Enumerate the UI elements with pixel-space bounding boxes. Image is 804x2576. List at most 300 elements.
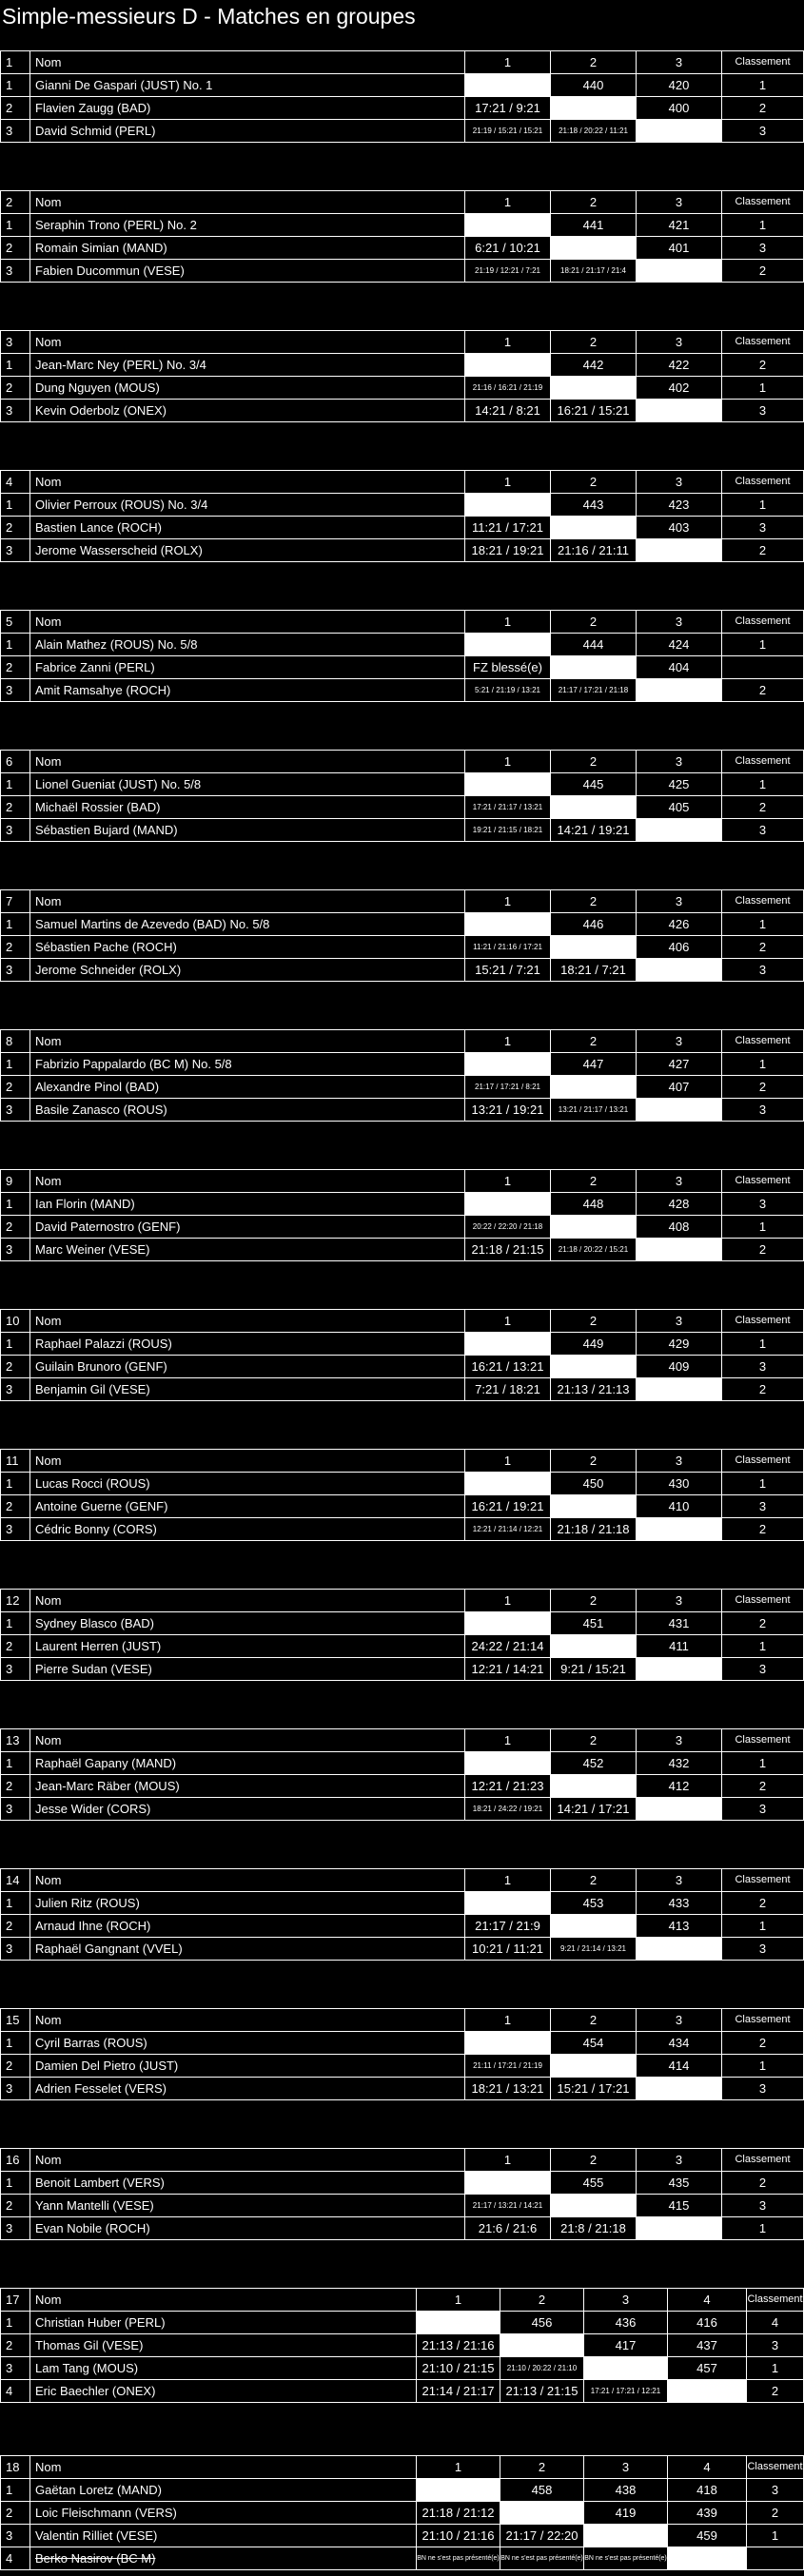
player-rank: 2 — [722, 936, 804, 959]
player-rank: 1 — [722, 1333, 804, 1356]
opponent-column-header: 1 — [465, 331, 551, 354]
player-index: 3 — [1, 959, 30, 982]
self-match-cell — [551, 656, 637, 679]
self-match-cell — [551, 1216, 637, 1239]
opponent-column-header: 2 — [500, 2289, 584, 2312]
match-score-cell[interactable]: 21:18 / 21:12 — [417, 2502, 500, 2525]
player-index: 1 — [1, 1193, 30, 1216]
match-score-cell[interactable]: BN ne s'est pas présenté(e) — [417, 2547, 500, 2570]
player-index: 2 — [1, 97, 30, 120]
player-name: Jerome Schneider (ROLX) — [30, 959, 465, 982]
opponent-column-header: 3 — [637, 890, 722, 913]
self-match-cell — [465, 773, 551, 796]
player-index: 2 — [1, 1635, 30, 1658]
match-score-cell[interactable]: 10:21 / 11:21 — [465, 1938, 551, 1961]
player-name: Fabrice Zanni (PERL) — [30, 656, 465, 679]
match-score-cell[interactable]: 24:22 / 21:14 — [465, 1635, 551, 1658]
name-column-header: Nom — [30, 890, 465, 913]
match-score-cell[interactable]: 21:17 / 13:21 / 14:21 — [465, 2195, 551, 2217]
match-score-cell[interactable]: 456 — [500, 2312, 584, 2334]
player-row — [1, 539, 804, 562]
match-score-cell[interactable]: 451 — [551, 1612, 637, 1635]
match-score-cell[interactable]: 13:21 / 19:21 — [465, 1099, 551, 1122]
match-score-cell[interactable]: 12:21 / 21:14 / 12:21 — [465, 1518, 551, 1541]
classement-column-header: Classement — [722, 1590, 804, 1612]
player-index: 1 — [1, 494, 30, 517]
match-score-cell[interactable]: 424 — [637, 634, 722, 656]
player-rank: 1 — [722, 1473, 804, 1495]
player-row — [1, 377, 804, 400]
self-match-cell — [417, 2312, 500, 2334]
match-score-cell[interactable]: 419 — [584, 2502, 668, 2525]
match-score-cell[interactable]: 457 — [668, 2357, 747, 2380]
match-score-cell[interactable]: 21:8 / 21:18 — [551, 2217, 637, 2240]
player-row — [1, 936, 804, 959]
player-row — [1, 2312, 804, 2334]
player-row — [1, 1892, 804, 1915]
classement-column-header: Classement — [722, 751, 804, 773]
match-score-cell[interactable]: 21:6 / 21:6 — [465, 2217, 551, 2240]
opponent-column-header: 2 — [551, 890, 637, 913]
match-score-cell[interactable]: 21:19 / 15:21 / 15:21 — [465, 120, 551, 143]
self-match-cell — [637, 1518, 722, 1541]
name-column-header: Nom — [30, 1310, 465, 1333]
match-score-cell[interactable]: 18:21 / 24:22 / 19:21 — [465, 1798, 551, 1821]
match-score-cell[interactable]: 405 — [637, 796, 722, 819]
name-column-header: Nom — [30, 2009, 465, 2032]
name-column-header: Nom — [30, 1030, 465, 1053]
player-row — [1, 2172, 804, 2195]
match-score-cell[interactable]: 430 — [637, 1473, 722, 1495]
opponent-column-header: 3 — [584, 2456, 668, 2479]
player-index: 1 — [1, 773, 30, 796]
match-score-cell[interactable]: 14:21 / 8:21 — [465, 400, 551, 422]
self-match-cell — [551, 1495, 637, 1518]
classement-column-header: Classement — [722, 471, 804, 494]
match-score-cell[interactable]: 425 — [637, 773, 722, 796]
opponent-column-header: 3 — [584, 2289, 668, 2312]
self-match-cell — [584, 2525, 668, 2547]
name-column-header: Nom — [30, 1729, 465, 1752]
self-match-cell — [465, 634, 551, 656]
player-name: Seraphin Trono (PERL) No. 2 — [30, 214, 465, 237]
match-score-cell[interactable]: 18:21 / 7:21 — [551, 959, 637, 982]
player-name: Olivier Perroux (ROUS) No. 3/4 — [30, 494, 465, 517]
player-name: Christian Huber (PERL) — [30, 2312, 417, 2334]
match-score-cell[interactable]: 400 — [637, 97, 722, 120]
match-score-cell[interactable]: 439 — [668, 2502, 747, 2525]
player-row — [1, 237, 804, 260]
player-rank: 2 — [747, 2380, 804, 2403]
player-row — [1, 656, 804, 679]
match-score-cell[interactable]: 426 — [637, 913, 722, 936]
match-score-cell[interactable]: 427 — [637, 1053, 722, 1076]
match-score-cell[interactable]: 416 — [668, 2312, 747, 2334]
player-rank: 1 — [722, 1915, 804, 1938]
match-score-cell[interactable]: 407 — [637, 1076, 722, 1099]
player-name: Adrien Fesselet (VERS) — [30, 2078, 465, 2100]
match-score-cell[interactable]: 423 — [637, 494, 722, 517]
group-number: 6 — [1, 751, 30, 773]
group-table-7 — [0, 889, 804, 982]
match-score-cell[interactable]: 413 — [637, 1915, 722, 1938]
match-score-cell[interactable]: 21:11 / 17:21 / 21:19 — [465, 2055, 551, 2078]
match-score-cell[interactable]: 21:18 / 20:22 / 15:21 — [551, 1239, 637, 1261]
player-name: Romain Simian (MAND) — [30, 237, 465, 260]
player-row — [1, 1076, 804, 1099]
match-score-cell[interactable]: 422 — [637, 354, 722, 377]
group-table-18 — [0, 2455, 804, 2570]
player-rank: 1 — [722, 1053, 804, 1076]
opponent-column-header: 1 — [465, 2009, 551, 2032]
player-name: Eric Baechler (ONEX) — [30, 2380, 417, 2403]
match-score-cell[interactable]: 12:21 / 21:23 — [465, 1775, 551, 1798]
player-index: 3 — [1, 2357, 30, 2380]
player-index: 3 — [1, 2525, 30, 2547]
group-header-row — [1, 2149, 804, 2172]
match-score-cell[interactable]: 18:21 / 19:21 — [465, 539, 551, 562]
group-number: 15 — [1, 2009, 30, 2032]
match-score-cell[interactable]: 411 — [637, 1635, 722, 1658]
match-score-cell[interactable]: 434 — [637, 2032, 722, 2055]
match-score-cell[interactable]: 11:21 / 17:21 — [465, 517, 551, 539]
match-score-cell[interactable]: 15:21 / 7:21 — [465, 959, 551, 982]
name-column-header: Nom — [30, 1590, 465, 1612]
match-score-cell[interactable]: 417 — [584, 2334, 668, 2357]
match-score-cell[interactable]: 7:21 / 18:21 — [465, 1378, 551, 1401]
match-score-cell[interactable]: 21:10 / 20:22 / 21:10 — [500, 2357, 584, 2380]
opponent-column-header: 1 — [465, 751, 551, 773]
match-score-cell[interactable]: 431 — [637, 1612, 722, 1635]
match-score-cell[interactable]: 21:17 / 22:20 — [500, 2525, 584, 2547]
player-index: 3 — [1, 679, 30, 702]
self-match-cell — [637, 1658, 722, 1681]
match-score-cell[interactable]: 21:16 / 21:11 — [551, 539, 637, 562]
player-index: 2 — [1, 2334, 30, 2357]
player-index: 1 — [1, 2479, 30, 2502]
opponent-column-header: 2 — [551, 1310, 637, 1333]
player-name: Jean-Marc Räber (MOUS) — [30, 1775, 465, 1798]
player-row — [1, 214, 804, 237]
match-score-cell[interactable]: 415 — [637, 2195, 722, 2217]
match-score-cell[interactable]: FZ blessé(e) — [465, 656, 551, 679]
match-score-cell[interactable]: 438 — [584, 2479, 668, 2502]
player-row — [1, 260, 804, 283]
group-table-9 — [0, 1169, 804, 1261]
player-row — [1, 634, 804, 656]
player-index: 2 — [1, 1216, 30, 1239]
match-score-cell[interactable]: 21:13 / 21:16 — [417, 2334, 500, 2357]
match-score-cell[interactable]: 453 — [551, 1892, 637, 1915]
player-index: 4 — [1, 2380, 30, 2403]
classement-column-header: Classement — [722, 191, 804, 214]
match-score-cell[interactable]: 420 — [637, 74, 722, 97]
opponent-column-header: 4 — [668, 2289, 747, 2312]
player-name: Thomas Gil (VESE) — [30, 2334, 417, 2357]
self-match-cell — [465, 494, 551, 517]
self-match-cell — [637, 2217, 722, 2240]
player-index: 2 — [1, 237, 30, 260]
classement-column-header: Classement — [722, 1450, 804, 1473]
player-index: 3 — [1, 2078, 30, 2100]
match-score-cell[interactable]: 437 — [668, 2334, 747, 2357]
match-score-cell[interactable]: 16:21 / 15:21 — [551, 400, 637, 422]
self-match-cell — [465, 74, 551, 97]
match-score-cell[interactable]: 428 — [637, 1193, 722, 1216]
match-score-cell[interactable]: 402 — [637, 377, 722, 400]
opponent-column-header: 2 — [551, 51, 637, 74]
player-row — [1, 796, 804, 819]
classement-column-header: Classement — [722, 611, 804, 634]
self-match-cell — [465, 2032, 551, 2055]
match-score-cell[interactable]: 21:17 / 21:9 — [465, 1915, 551, 1938]
group-header-row — [1, 51, 804, 74]
match-score-cell[interactable]: 21:17 / 17:21 / 8:21 — [465, 1076, 551, 1099]
self-match-cell — [637, 1938, 722, 1961]
group-table-14 — [0, 1868, 804, 1961]
player-index: 1 — [1, 1053, 30, 1076]
player-index: 2 — [1, 2055, 30, 2078]
player-name: David Schmid (PERL) — [30, 120, 465, 143]
match-score-cell[interactable]: 414 — [637, 2055, 722, 2078]
group-header-row — [1, 2009, 804, 2032]
match-score-cell[interactable]: 444 — [551, 634, 637, 656]
match-score-cell[interactable]: 429 — [637, 1333, 722, 1356]
match-score-cell[interactable]: 459 — [668, 2525, 747, 2547]
match-score-cell[interactable]: 21:19 / 12:21 / 7:21 — [465, 260, 551, 283]
player-index: 1 — [1, 354, 30, 377]
match-score-cell[interactable]: 454 — [551, 2032, 637, 2055]
opponent-column-header: 2 — [551, 1590, 637, 1612]
player-row — [1, 1798, 804, 1821]
self-match-cell — [465, 354, 551, 377]
opponent-column-header: 2 — [551, 1170, 637, 1193]
group-table-3 — [0, 330, 804, 422]
match-score-cell[interactable]: 403 — [637, 517, 722, 539]
self-match-cell — [465, 214, 551, 237]
player-row — [1, 1495, 804, 1518]
classement-column-header: Classement — [722, 331, 804, 354]
opponent-column-header: 1 — [465, 1450, 551, 1473]
player-rank: 1 — [722, 214, 804, 237]
match-score-cell[interactable]: 406 — [637, 936, 722, 959]
opponent-column-header: 2 — [551, 751, 637, 773]
match-score-cell[interactable]: 21:18 / 20:22 / 11:21 — [551, 120, 637, 143]
match-score-cell[interactable]: 21:17 / 17:21 / 21:18 — [551, 679, 637, 702]
player-name: Fabien Ducommun (VESE) — [30, 260, 465, 283]
match-score-cell[interactable]: 13:21 / 21:17 / 13:21 — [551, 1099, 637, 1122]
player-row — [1, 2380, 804, 2403]
match-score-cell[interactable]: 16:21 / 19:21 — [465, 1495, 551, 1518]
player-name: Valentin Rilliet (VESE) — [30, 2525, 417, 2547]
player-index: 2 — [1, 517, 30, 539]
player-row — [1, 1915, 804, 1938]
self-match-cell — [465, 1892, 551, 1915]
match-score-cell[interactable]: 433 — [637, 1892, 722, 1915]
player-rank: 2 — [722, 354, 804, 377]
player-name: Bastien Lance (ROCH) — [30, 517, 465, 539]
match-score-cell[interactable]: 410 — [637, 1495, 722, 1518]
match-score-cell[interactable]: 449 — [551, 1333, 637, 1356]
player-rank: 2 — [722, 679, 804, 702]
opponent-column-header: 1 — [465, 2149, 551, 2172]
group-header-row — [1, 331, 804, 354]
match-score-cell[interactable]: 16:21 / 13:21 — [465, 1356, 551, 1378]
player-index: 2 — [1, 2195, 30, 2217]
match-score-cell[interactable]: 408 — [637, 1216, 722, 1239]
player-rank: 2 — [722, 2032, 804, 2055]
player-row — [1, 1053, 804, 1076]
self-match-cell — [551, 1356, 637, 1378]
match-score-cell[interactable]: 448 — [551, 1193, 637, 1216]
match-score-cell[interactable]: 18:21 / 21:17 / 21:4 — [551, 260, 637, 283]
player-row — [1, 97, 804, 120]
match-score-cell[interactable]: 19:21 / 21:15 / 18:21 — [465, 819, 551, 842]
match-score-cell[interactable]: 18:21 / 13:21 — [465, 2078, 551, 2100]
match-score-cell[interactable]: 450 — [551, 1473, 637, 1495]
match-score-cell[interactable]: 15:21 / 17:21 — [551, 2078, 637, 2100]
group-number: 8 — [1, 1030, 30, 1053]
match-score-cell[interactable]: BN ne s'est pas présenté(e) — [584, 2547, 668, 2570]
group-number: 18 — [1, 2456, 30, 2479]
player-index: 2 — [1, 1076, 30, 1099]
match-score-cell[interactable]: 441 — [551, 214, 637, 237]
match-score-cell[interactable]: 404 — [637, 656, 722, 679]
self-match-cell — [637, 1798, 722, 1821]
match-score-cell[interactable]: 21:18 / 21:15 — [465, 1239, 551, 1261]
classement-column-header: Classement — [722, 2149, 804, 2172]
group-number: 10 — [1, 1310, 30, 1333]
match-score-cell[interactable]: 452 — [551, 1752, 637, 1775]
classement-column-header: Classement — [722, 51, 804, 74]
name-column-header: Nom — [30, 1450, 465, 1473]
self-match-cell — [465, 1752, 551, 1775]
match-score-cell[interactable]: 21:13 / 21:15 — [500, 2380, 584, 2403]
match-score-cell[interactable]: 436 — [584, 2312, 668, 2334]
player-name: Michaël Rossier (BAD) — [30, 796, 465, 819]
opponent-column-header: 2 — [551, 1729, 637, 1752]
match-score-cell[interactable]: 432 — [637, 1752, 722, 1775]
match-score-cell[interactable]: 21:13 / 21:13 — [551, 1378, 637, 1401]
name-column-header: Nom — [30, 471, 465, 494]
group-number: 9 — [1, 1170, 30, 1193]
match-score-cell[interactable]: 21:16 / 16:21 / 21:19 — [465, 377, 551, 400]
match-score-cell[interactable]: 14:21 / 17:21 — [551, 1798, 637, 1821]
group-number: 11 — [1, 1450, 30, 1473]
match-score-cell[interactable]: 11:21 / 21:16 / 17:21 — [465, 936, 551, 959]
player-name: Loic Fleischmann (VERS) — [30, 2502, 417, 2525]
match-score-cell[interactable]: 9:21 / 21:14 / 13:21 — [551, 1938, 637, 1961]
match-score-cell[interactable]: 446 — [551, 913, 637, 936]
match-score-cell[interactable]: 445 — [551, 773, 637, 796]
player-row — [1, 2334, 804, 2357]
classement-column-header: Classement — [747, 2289, 804, 2312]
match-score-cell[interactable]: 21:18 / 21:18 — [551, 1518, 637, 1541]
opponent-column-header: 3 — [637, 1170, 722, 1193]
player-name: Kevin Oderbolz (ONEX) — [30, 400, 465, 422]
match-score-cell[interactable]: 458 — [500, 2479, 584, 2502]
match-score-cell[interactable]: 442 — [551, 354, 637, 377]
player-index: 1 — [1, 1473, 30, 1495]
match-score-cell[interactable]: 5:21 / 21:19 / 13:21 — [465, 679, 551, 702]
match-score-cell[interactable]: 21:10 / 21:15 — [417, 2357, 500, 2380]
match-score-cell[interactable]: 17:21 / 9:21 — [465, 97, 551, 120]
player-rank: 3 — [722, 400, 804, 422]
self-match-cell — [637, 2078, 722, 2100]
player-index: 1 — [1, 1612, 30, 1635]
player-name: Cédric Bonny (CORS) — [30, 1518, 465, 1541]
group-table-8 — [0, 1029, 804, 1122]
player-rank: 3 — [722, 819, 804, 842]
match-score-cell[interactable]: 412 — [637, 1775, 722, 1798]
opponent-column-header: 2 — [551, 611, 637, 634]
name-column-header: Nom — [30, 2289, 417, 2312]
match-score-cell[interactable]: 6:21 / 10:21 — [465, 237, 551, 260]
match-score-cell[interactable]: 447 — [551, 1053, 637, 1076]
player-index: 1 — [1, 913, 30, 936]
match-score-cell[interactable]: 401 — [637, 237, 722, 260]
group-table-16 — [0, 2148, 804, 2240]
page-title: Simple-messieurs D - Matches en groupes — [2, 4, 416, 29]
match-score-cell[interactable]: 17:21 / 17:21 / 12:21 — [584, 2380, 668, 2403]
match-score-cell[interactable]: 21:10 / 21:16 — [417, 2525, 500, 2547]
group-number: 7 — [1, 890, 30, 913]
match-score-cell[interactable]: 21:14 / 21:17 — [417, 2380, 500, 2403]
player-name: Gaëtan Loretz (MAND) — [30, 2479, 417, 2502]
self-match-cell — [637, 260, 722, 283]
match-score-cell[interactable]: 12:21 / 14:21 — [465, 1658, 551, 1681]
opponent-column-header: 2 — [551, 471, 637, 494]
player-row — [1, 773, 804, 796]
match-score-cell[interactable]: 443 — [551, 494, 637, 517]
match-score-cell[interactable]: 14:21 / 19:21 — [551, 819, 637, 842]
match-score-cell[interactable]: 421 — [637, 214, 722, 237]
player-row — [1, 1938, 804, 1961]
player-rank: 3 — [722, 1798, 804, 1821]
match-score-cell[interactable]: 20:22 / 22:20 / 21:18 — [465, 1216, 551, 1239]
player-name: Cyril Barras (ROUS) — [30, 2032, 465, 2055]
match-score-cell[interactable]: BN ne s'est pas présenté(e) — [500, 2547, 584, 2570]
player-row — [1, 2195, 804, 2217]
match-score-cell[interactable]: 440 — [551, 74, 637, 97]
player-index: 1 — [1, 74, 30, 97]
player-rank: 3 — [722, 1356, 804, 1378]
player-rank: 3 — [747, 2479, 804, 2502]
player-name: Lionel Gueniat (JUST) No. 5/8 — [30, 773, 465, 796]
match-score-cell[interactable]: 9:21 / 15:21 — [551, 1658, 637, 1681]
player-rank: 3 — [722, 1099, 804, 1122]
player-name: Basile Zanasco (ROUS) — [30, 1099, 465, 1122]
match-score-cell[interactable]: 409 — [637, 1356, 722, 1378]
match-score-cell[interactable]: 435 — [637, 2172, 722, 2195]
player-index: 4 — [1, 2547, 30, 2570]
classement-column-header: Classement — [722, 1869, 804, 1892]
opponent-column-header: 1 — [465, 611, 551, 634]
player-rank: 1 — [722, 773, 804, 796]
player-index: 2 — [1, 796, 30, 819]
opponent-column-header: 3 — [637, 1869, 722, 1892]
player-index: 1 — [1, 634, 30, 656]
player-row — [1, 913, 804, 936]
player-name: Guilain Brunoro (GENF) — [30, 1356, 465, 1378]
group-table-5 — [0, 610, 804, 702]
player-row — [1, 354, 804, 377]
opponent-column-header: 1 — [465, 1590, 551, 1612]
match-score-cell[interactable]: 418 — [668, 2479, 747, 2502]
match-score-cell[interactable]: 455 — [551, 2172, 637, 2195]
match-score-cell[interactable]: 17:21 / 21:17 / 13:21 — [465, 796, 551, 819]
player-rank: 2 — [722, 1775, 804, 1798]
